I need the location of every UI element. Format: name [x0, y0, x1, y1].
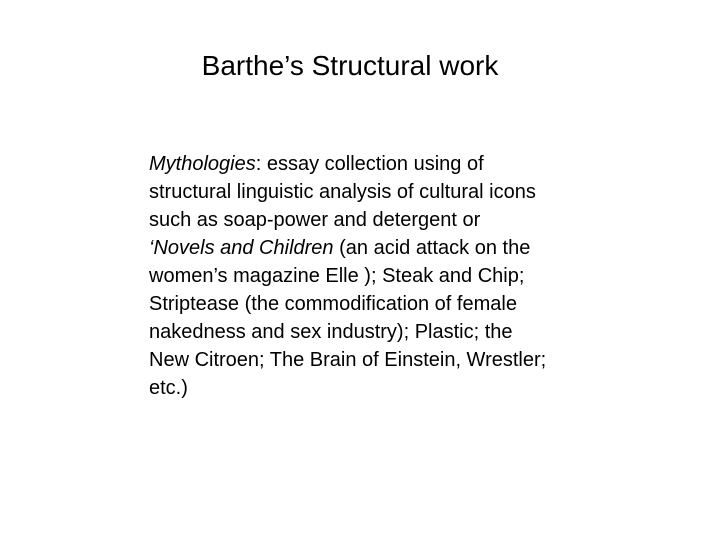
mythologies-title: Mythologies	[149, 153, 256, 175]
body-text-segment-1: : essay collection using of structural linguistic analysis of cultural icons such as soap-power and detergent or	[149, 153, 536, 231]
slide-title: Barthe’s Structural work	[201, 50, 499, 81]
slide-body-text	[149, 150, 549, 402]
body-text-segment-2: (an acid attack on the women’s magazine Elle ); Steak and Chip; Striptease (the commodification of female nakedness and sex industry); Plastic; the New Citroen; The Brain of Einstein, Wrestler; etc.)	[149, 237, 547, 399]
novels-and-children-title: ‘Novels and Children	[149, 237, 334, 259]
